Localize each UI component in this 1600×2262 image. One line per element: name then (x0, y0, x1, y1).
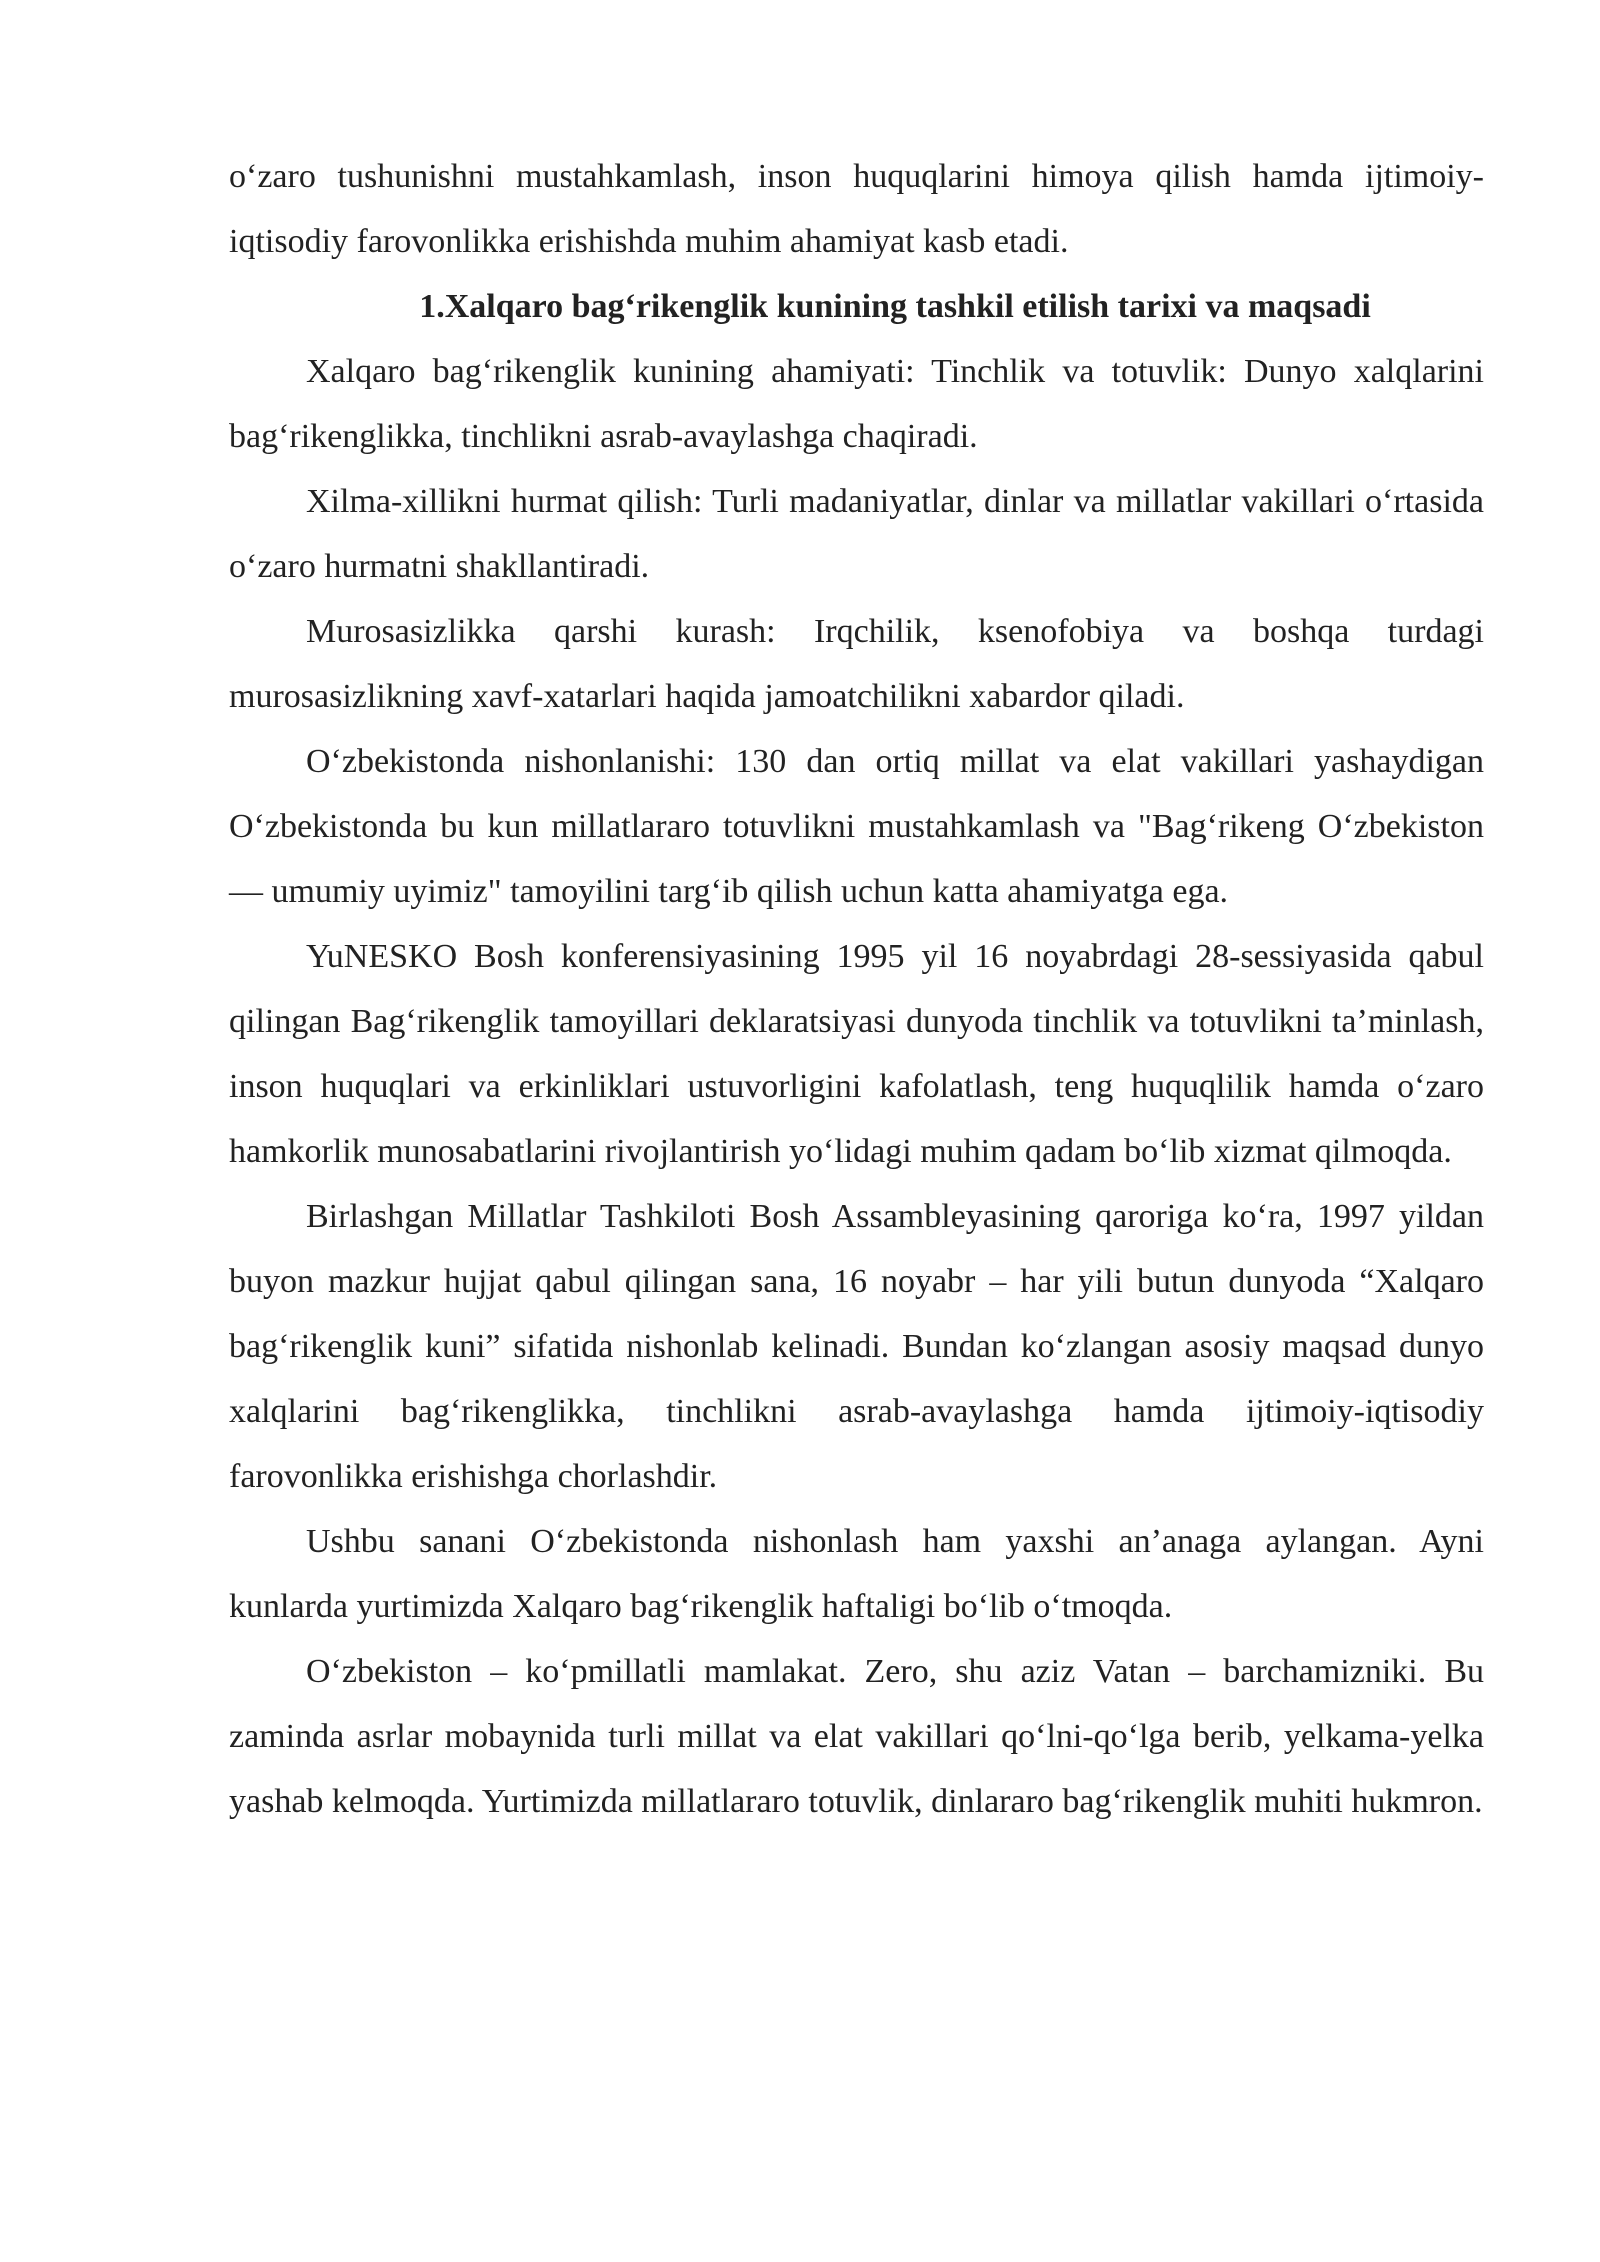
paragraph-multinational: O‘zbekiston – ko‘pmillatli mamlakat. Zero, shu aziz Vatan – barchamizniki. Bu zaminda asrlar mobaynida turli millat va elat vakillari qo‘lni-qo‘lga berib, yelkama-yelka yashab kelmoqda. Yurtimizda millatlararo totuvlik, dinlararo bag‘rikenglik muhiti hukmron. (229, 1653, 1484, 1820)
paragraph-tradition: Ushbu sanani O‘zbekistonda nishonlash ham yaxshi an’anaga aylangan. Ayni kunlarda yurtimizda Xalqaro bag‘rikenglik haftaligi bo‘lib o‘tmoqda. (229, 1523, 1484, 1625)
paragraph-significance: Xalqaro bag‘rikenglik kunining ahamiyati: Tinchlik va totuvlik: Dunyo xalqlarini bag‘rikenglikka, tinchlikni asrab-avaylashga chaqiradi. (229, 353, 1484, 455)
document-body (229, 144, 1484, 1834)
intro-paragraph: o‘zaro tushunishni mustahkamlash, inson huquqlarini himoya qilish hamda ijtimoiy-iqtisodiy farovonlikka erishishda muhim ahamiyat kasb etadi. (229, 158, 1484, 260)
paragraph-unesco-declaration: YuNESKO Bosh konferensiyasining 1995 yil 16 noyabrdagi 28-sessiyasida qabul qilingan Bag‘rikenglik tamoyillari deklaratsiyasi dunyoda tinchlik va totuvlikni ta’minlash, inson huquqlari va erkinliklari ustuvorligini kafolatlash, teng huquqlilik hamda o‘zaro hamkorlik munosabatlarini rivojlantirish yo‘lidagi muhim qadam bo‘lib xizmat qilmoqda. (229, 938, 1484, 1170)
section-heading: 1.Xalqaro bag‘rikenglik kunining tashkil etilish tarixi va maqsadi (419, 288, 1371, 325)
paragraph-un-assembly: Birlashgan Millatlar Tashkiloti Bosh Assambleyasining qaroriga ko‘ra, 1997 yildan buyon mazkur hujjat qabul qilingan sana, 16 noyabr – har yili butun dunyoda “Xalqaro bag‘rikenglik kuni” sifatida nishonlab kelinadi. Bundan ko‘zlangan asosiy maqsad dunyo xalqlarini bag‘rikenglikka, tinchlikni asrab-avaylashga hamda ijtimoiy-iqtisodiy farovonlikka erishishga chorlashdir. (229, 1198, 1484, 1495)
paragraph-diversity: Xilma-xillikni hurmat qilish: Turli madaniyatlar, dinlar va millatlar vakillari o‘rtasida o‘zaro hurmatni shakllantiradi. (229, 483, 1484, 585)
paragraph-uzbekistan-celebration: O‘zbekistonda nishonlanishi: 130 dan ortiq millat va elat vakillari yashaydigan O‘zbekistonda bu kun millatlararo totuvlikni mustahkamlash va "Bag‘rikeng O‘zbekiston — umumiy uyimiz" tamoyilini targ‘ib qilish uchun katta ahamiyatga ega. (229, 743, 1484, 910)
paragraph-intolerance: Murosasizlikka qarshi kurash: Irqchilik, ksenofobiya va boshqa turdagi murosasizlikning xavf-xatarlari haqida jamoatchilikni xabardor qiladi. (229, 613, 1484, 715)
